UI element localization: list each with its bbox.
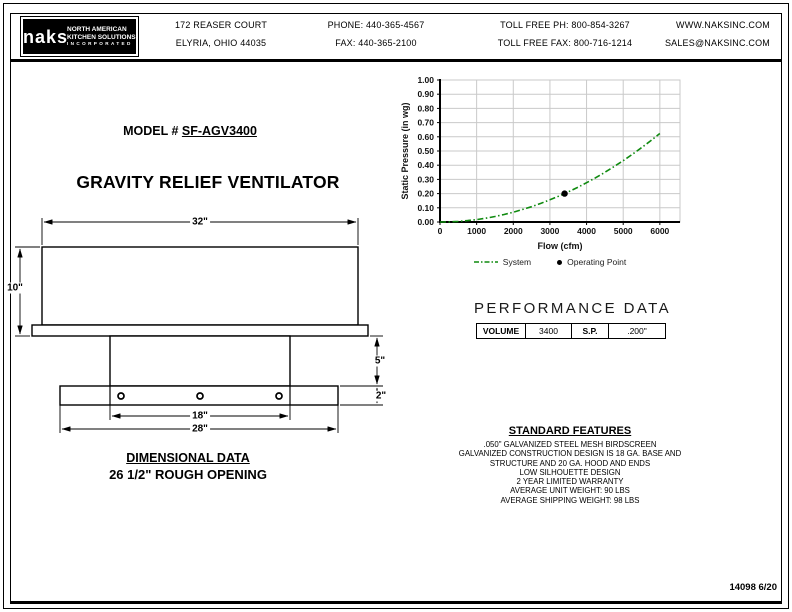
logo-line-3: INCORPORATED (67, 41, 133, 46)
feature-line: AVERAGE UNIT WEIGHT: 90 LBS (510, 486, 630, 496)
logo-line-2: KITCHEN SOLUTIONS (67, 33, 136, 41)
ventilator-body (32, 247, 368, 405)
phone-line: PHONE: 440-365-4567 (327, 20, 425, 30)
svg-text:0.50: 0.50 (417, 146, 434, 156)
dim-hole-spacing: 18" (192, 410, 208, 422)
chart-legend (410, 257, 690, 267)
svg-text:0.90: 0.90 (417, 89, 434, 100)
svg-text:3000: 3000 (540, 226, 560, 236)
sales-email-link[interactable]: SALES@NAKSINC.COM (664, 38, 770, 48)
feature-line: 2 YEAR LIMITED WARRANTY (516, 477, 624, 487)
website-link[interactable]: WWW.NAKSINC.COM (676, 20, 770, 30)
svg-text:0.30: 0.30 (417, 174, 434, 185)
feature-line: .050" GALVANIZED STEEL MESH BIRDSCREEN (483, 440, 657, 449)
svg-text:0.80: 0.80 (417, 103, 434, 114)
dim-base-width: 28" (192, 423, 208, 435)
svg-text:0.70: 0.70 (417, 117, 434, 128)
perf-cell-sp-value: .200" (627, 326, 647, 336)
performance-chart (396, 68, 696, 268)
svg-text:Flow (cfm): Flow (cfm) (537, 241, 583, 251)
svg-text:0.10: 0.10 (417, 202, 434, 213)
company-logo (20, 16, 139, 57)
header-address (146, 16, 296, 52)
address-line-2: ELYRIA, OHIO 44035 (175, 38, 267, 48)
upper-flange-rect (32, 325, 368, 336)
svg-text:0.00: 0.00 (417, 217, 434, 227)
svg-text:1.00: 1.00 (417, 75, 434, 85)
dimensional-data-title: DIMENSIONAL DATA (126, 451, 250, 465)
logo-naks-mark: naks (23, 26, 69, 47)
fax-line: FAX: 440-365-2100 (335, 38, 417, 48)
performance-data-table (476, 323, 666, 339)
feature-line: STRUCTURE AND 20 GA. HOOD AND ENDS (489, 458, 651, 468)
model-number-line (60, 124, 320, 138)
header-phone (301, 16, 451, 52)
svg-text:0: 0 (437, 226, 443, 236)
model-label: MODEL # (123, 124, 182, 138)
tollfree-phone-line: TOLL FREE PH: 800-854-3267 (500, 20, 630, 30)
dim-hood-height: 10" (7, 282, 23, 294)
feature-line: LOW SILHOUETTE DESIGN (519, 467, 621, 477)
svg-text:0.60: 0.60 (417, 131, 434, 142)
svg-text:Static Pressure (in wg): Static Pressure (in wg) (400, 102, 410, 200)
perf-cell-sp-label: S.P. (572, 324, 609, 338)
svg-text:0.40: 0.40 (417, 160, 434, 171)
legend-system-line (474, 259, 498, 265)
tollfree-fax-line: TOLL FREE FAX: 800-716-1214 (497, 38, 633, 48)
hood-rect (42, 247, 358, 325)
address-line-1: 172 REASER COURT (174, 20, 268, 30)
legend-operating-point-label: Operating Point (567, 257, 627, 267)
logo-line-1: NORTH AMERICAN (67, 26, 127, 33)
feature-line: GALVANIZED CONSTRUCTION DESIGN IS 18 GA. BASE AND (458, 449, 682, 459)
svg-text:6000: 6000 (650, 226, 670, 236)
page-title: GRAVITY RELIEF VENTILATOR (76, 172, 340, 192)
fan-curve-svg (396, 68, 696, 268)
perf-cell-volume-value: 3400 (526, 324, 572, 338)
standard-features (420, 425, 720, 505)
svg-text:4000: 4000 (577, 226, 597, 236)
document-code: 14098 6/20 (729, 582, 777, 593)
operating-point-icon (557, 260, 562, 265)
model-number: SF-AGV3400 (181, 124, 257, 138)
svg-text:1000: 1000 (467, 226, 487, 236)
feature-line: AVERAGE SHIPPING WEIGHT: 98 LBS (500, 495, 640, 505)
dim-flange-height: 2" (375, 390, 387, 402)
legend-system (474, 257, 531, 267)
svg-text:0.20: 0.20 (417, 188, 434, 199)
perf-cell-volume-label: VOLUME (477, 324, 526, 338)
dimensional-drawing (0, 200, 400, 450)
svg-text:2000: 2000 (503, 226, 523, 236)
standard-features-title: STANDARD FEATURES (508, 425, 632, 437)
svg-text:5000: 5000 (613, 226, 633, 236)
dim-curb-height: 5" (374, 355, 386, 367)
header-separator (10, 59, 781, 62)
dim-hood-width: 32" (192, 216, 208, 228)
header-web (640, 16, 770, 52)
legend-operating-point (557, 257, 626, 267)
curb-rect (110, 336, 290, 386)
legend-system-label: System (502, 257, 532, 267)
performance-data-title: PERFORMANCE DATA (474, 300, 672, 317)
rough-opening-note: 26 1/2" ROUGH OPENING (109, 467, 267, 482)
header-tollfree (489, 16, 641, 52)
